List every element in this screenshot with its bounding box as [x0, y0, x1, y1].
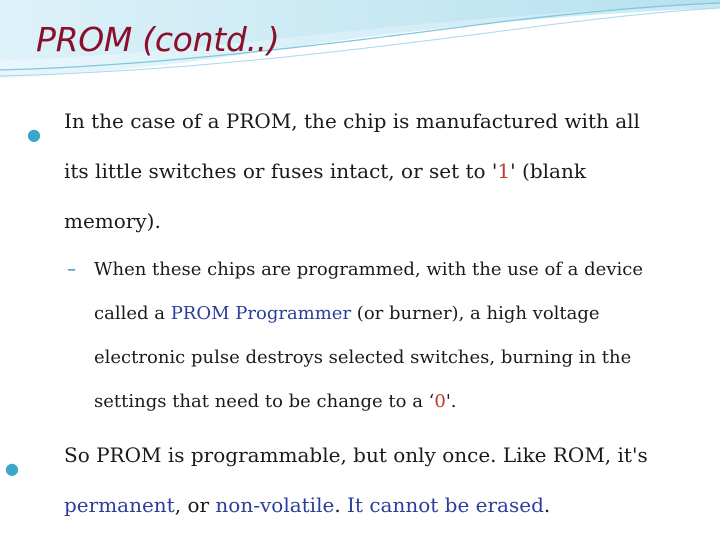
- text-span: called a: [94, 303, 171, 324]
- text-span: .: [543, 493, 551, 517]
- bullet-programmable-once: [5, 430, 704, 530]
- bullet-line: So PROM is programmable, but only once. Like ROM, it's: [64, 443, 648, 467]
- text-span: settings that need to be change to a ‘: [94, 391, 435, 412]
- text-span: .: [334, 493, 348, 517]
- bullet-dot-icon: ●: [5, 459, 19, 478]
- sub-bullet-line: [94, 292, 684, 336]
- highlight-permanent: permanent: [64, 493, 175, 517]
- slide-title: PROM (contd..): [36, 20, 280, 59]
- text-span: , or: [174, 493, 216, 517]
- text-span: ' (blank: [510, 159, 586, 183]
- bullet-line: [64, 146, 704, 196]
- bullet-prom-manufacture: [22, 96, 704, 246]
- sub-bullet-programming: [22, 248, 684, 424]
- bullet-line: memory).: [64, 209, 161, 233]
- highlight-prom-programmer: PROM Programmer: [170, 303, 352, 324]
- sub-bullet-line: When these chips are programmed, with the use of a device: [94, 259, 643, 280]
- text-span: '.: [445, 391, 457, 412]
- highlight-zero: 0: [434, 391, 446, 412]
- highlight-non-volatile: non-volatile: [215, 493, 335, 517]
- bullet-line: In the case of a PROM, the chip is manufactured with all: [64, 109, 640, 133]
- highlight-one: 1: [497, 159, 511, 183]
- highlight-cannot-erase: It cannot be erased: [347, 493, 544, 517]
- dash-bullet-icon: –: [67, 259, 76, 280]
- text-span: its little switches or fuses intact, or set to ': [64, 159, 498, 183]
- bullet-line: [64, 480, 704, 530]
- slide-body: [5, 96, 702, 530]
- sub-bullet-line: electronic pulse destroys selected switches, burning in the: [94, 347, 632, 368]
- sub-bullet-line: [94, 380, 684, 424]
- text-span: (or burner), a high voltage: [351, 303, 600, 324]
- bullet-dot-icon: ●: [27, 125, 41, 144]
